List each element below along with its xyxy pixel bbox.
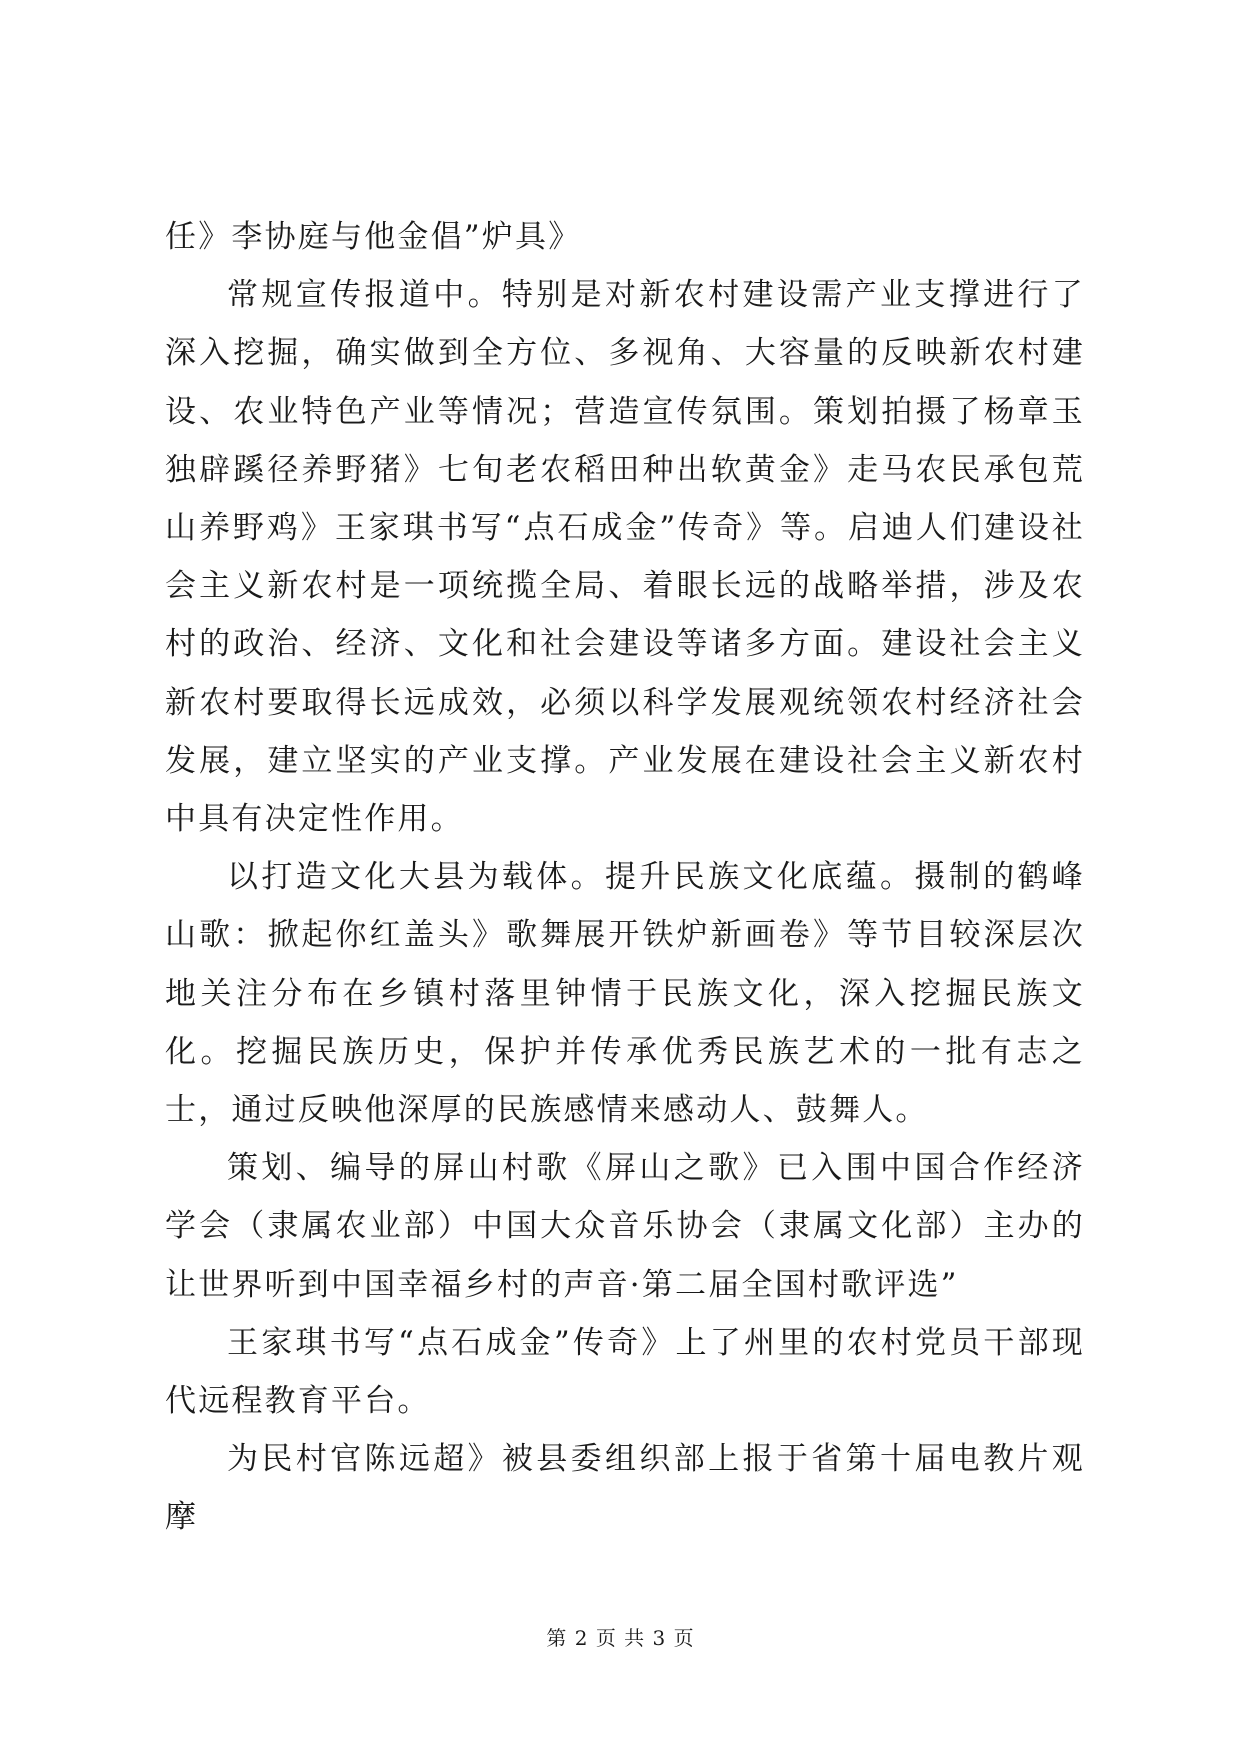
document-body bbox=[165, 208, 1085, 1547]
paragraph-wang-jiaqi: 王家琪书写“点石成金”传奇》上了州里的农村党员干部现代远程教育平台。 bbox=[165, 1324, 1085, 1420]
paragraph-continuation: 任》李协庭与他金倡”炉具》 bbox=[165, 219, 582, 255]
paragraph-culture-county: 以打造文化大县为载体。提升民族文化底蕴。摄制的鹤峰山歌：掀起你红盖头》歌舞展开铁炉新画卷》等节目较深层次地关注分布在乡镇村落里钟情于民族文化，深入挖掘民族文化。挖掘民族历史，保护并传承优秀民族艺术的一批有志之士，通过反映他深厚的民族感情来感动人、鼓舞人。 bbox=[165, 859, 1085, 1129]
paragraph-village-official: 为民村官陈远超》被县委组织部上报于省第十届电教片观摩 bbox=[165, 1441, 1085, 1536]
paragraph-publicity-reports: 常规宣传报道中。特别是对新农村建设需产业支撑进行了深入挖掘，确实做到全方位、多视角、大容量的反映新农村建设、农业特色产业等情况；营造宣传氛围。策划拍摄了杨章玉独辟蹊径养野猪》七旬老农稻田种出软黄金》走马农民承包荒山养野鸡》王家琪书写“点石成金”传奇》等。启迪人们建设社会主义新农村是一项统揽全局、着眼长远的战略举措，涉及农村的政治、经济、文化和社会建设等诸多方面。建设社会主义新农村要取得长远成效，必须以科学发展观统领农村经济社会发展，建立坚实的产业支撑。产业发展在建设社会主义新农村中具有决定性作用。 bbox=[165, 277, 1085, 838]
paragraph-village-song: 策划、编导的屏山村歌《屏山之歌》已入围中国合作经济学会（隶属农业部）中国大众音乐协会（隶属文化部）主办的让世界听到中国幸福乡村的声音·第二届全国村歌评选” bbox=[165, 1150, 1085, 1303]
page-footer: 第 2 页 共 3 页 bbox=[546, 1626, 695, 1650]
